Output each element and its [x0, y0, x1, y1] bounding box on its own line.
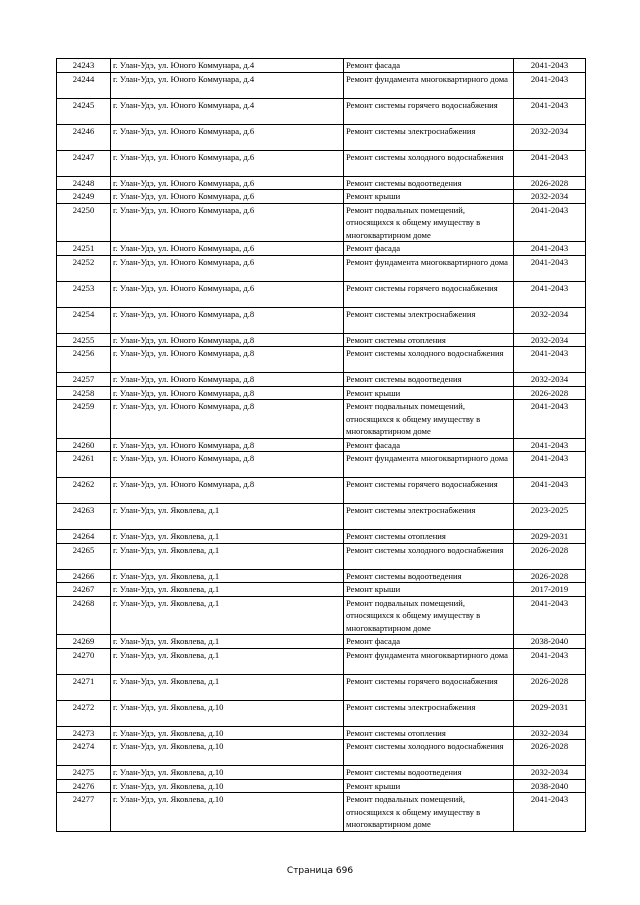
table-row — [57, 98, 586, 124]
row-id-cell: 24248 — [57, 176, 111, 190]
period-cell: 2026-2028 — [514, 386, 586, 400]
work-type-cell: Ремонт системы электроснабжения — [344, 700, 514, 726]
address-cell: г. Улан-Удэ, ул. Яковлева, д.10 — [111, 740, 344, 766]
address-cell: г. Улан-Удэ, ул. Юного Коммунара, д.6 — [111, 190, 344, 204]
work-type-cell: Ремонт крыши — [344, 386, 514, 400]
period-cell: 2032-2034 — [514, 333, 586, 347]
address-cell: г. Улан-Удэ, ул. Яковлева, д.10 — [111, 793, 344, 832]
table-row — [57, 740, 586, 766]
table-row — [57, 648, 586, 674]
address-cell: г. Улан-Удэ, ул. Юного Коммунара, д.8 — [111, 438, 344, 452]
period-cell: 2026-2028 — [514, 543, 586, 569]
row-id-cell: 24264 — [57, 530, 111, 544]
page-number: Страница 696 — [286, 866, 354, 876]
row-id-cell: 24271 — [57, 674, 111, 700]
table-row — [57, 438, 586, 452]
address-cell: г. Улан-Удэ, ул. Яковлева, д.1 — [111, 530, 344, 544]
table-body — [57, 59, 586, 832]
work-type-cell: Ремонт системы электроснабжения — [344, 124, 514, 150]
table-row — [57, 333, 586, 347]
row-id-cell: 24276 — [57, 779, 111, 793]
work-type-cell: Ремонт системы холодного водоснабжения — [344, 347, 514, 373]
table-row — [57, 242, 586, 256]
table-row — [57, 255, 586, 281]
row-id-cell: 24244 — [57, 72, 111, 98]
table-row — [57, 373, 586, 387]
row-id-cell: 24263 — [57, 504, 111, 530]
table-row — [57, 569, 586, 583]
period-cell: 2041-2043 — [514, 347, 586, 373]
address-cell: г. Улан-Удэ, ул. Яковлева, д.10 — [111, 779, 344, 793]
row-id-cell: 24253 — [57, 281, 111, 307]
table-row — [57, 347, 586, 373]
address-cell: г. Улан-Удэ, ул. Юного Коммунара, д.8 — [111, 347, 344, 373]
work-type-cell: Ремонт подвальных помещений, относящихся к общему имуществу в многоквартирном доме — [344, 793, 514, 832]
period-cell: 2041-2043 — [514, 203, 586, 242]
table-row — [57, 452, 586, 478]
period-cell: 2041-2043 — [514, 596, 586, 635]
address-cell: г. Улан-Удэ, ул. Юного Коммунара, д.8 — [111, 386, 344, 400]
work-type-cell: Ремонт системы отопления — [344, 726, 514, 740]
work-type-cell: Ремонт системы холодного водоснабжения — [344, 740, 514, 766]
row-id-cell: 24261 — [57, 452, 111, 478]
table-row — [57, 766, 586, 780]
period-cell: 2032-2034 — [514, 726, 586, 740]
table-row — [57, 72, 586, 98]
period-cell: 2023-2025 — [514, 504, 586, 530]
period-cell: 2041-2043 — [514, 98, 586, 124]
period-cell: 2041-2043 — [514, 150, 586, 176]
work-type-cell: Ремонт фасада — [344, 635, 514, 649]
work-type-cell: Ремонт фундамента многоквартирного дома — [344, 648, 514, 674]
period-cell: 2038-2040 — [514, 779, 586, 793]
address-cell: г. Улан-Удэ, ул. Юного Коммунара, д.6 — [111, 150, 344, 176]
address-cell: г. Улан-Удэ, ул. Юного Коммунара, д.4 — [111, 98, 344, 124]
row-id-cell: 24258 — [57, 386, 111, 400]
address-cell: г. Улан-Удэ, ул. Юного Коммунара, д.6 — [111, 281, 344, 307]
work-type-cell: Ремонт фундамента многоквартирного дома — [344, 452, 514, 478]
period-cell: 2041-2043 — [514, 478, 586, 504]
row-id-cell: 24274 — [57, 740, 111, 766]
period-cell: 2041-2043 — [514, 648, 586, 674]
table-row — [57, 307, 586, 333]
table-row — [57, 176, 586, 190]
row-id-cell: 24250 — [57, 203, 111, 242]
address-cell: г. Улан-Удэ, ул. Юного Коммунара, д.8 — [111, 373, 344, 387]
row-id-cell: 24270 — [57, 648, 111, 674]
address-cell: г. Улан-Удэ, ул. Яковлева, д.1 — [111, 596, 344, 635]
period-cell: 2032-2034 — [514, 373, 586, 387]
period-cell: 2041-2043 — [514, 452, 586, 478]
row-id-cell: 24262 — [57, 478, 111, 504]
table-row — [57, 59, 586, 73]
work-type-cell: Ремонт системы водоотведения — [344, 176, 514, 190]
row-id-cell: 24255 — [57, 333, 111, 347]
period-cell: 2026-2028 — [514, 176, 586, 190]
row-id-cell: 24249 — [57, 190, 111, 204]
address-cell: г. Улан-Удэ, ул. Юного Коммунара, д.6 — [111, 203, 344, 242]
row-id-cell: 24243 — [57, 59, 111, 73]
address-cell: г. Улан-Удэ, ул. Яковлева, д.1 — [111, 543, 344, 569]
work-type-cell: Ремонт фасада — [344, 242, 514, 256]
table-row — [57, 530, 586, 544]
row-id-cell: 24275 — [57, 766, 111, 780]
period-cell: 2032-2034 — [514, 766, 586, 780]
period-cell: 2041-2043 — [514, 400, 586, 439]
row-id-cell: 24259 — [57, 400, 111, 439]
table-row — [57, 583, 586, 597]
period-cell: 2026-2028 — [514, 674, 586, 700]
row-id-cell: 24256 — [57, 347, 111, 373]
work-type-cell: Ремонт системы водоотведения — [344, 569, 514, 583]
work-type-cell: Ремонт крыши — [344, 779, 514, 793]
table-row — [57, 726, 586, 740]
row-id-cell: 24245 — [57, 98, 111, 124]
period-cell: 2017-2019 — [514, 583, 586, 597]
work-type-cell: Ремонт системы водоотведения — [344, 766, 514, 780]
work-type-cell: Ремонт системы водоотведения — [344, 373, 514, 387]
address-cell: г. Улан-Удэ, ул. Юного Коммунара, д.8 — [111, 307, 344, 333]
period-cell: 2032-2034 — [514, 124, 586, 150]
address-cell: г. Улан-Удэ, ул. Яковлева, д.1 — [111, 504, 344, 530]
row-id-cell: 24265 — [57, 543, 111, 569]
period-cell: 2029-2031 — [514, 530, 586, 544]
table-row — [57, 700, 586, 726]
row-id-cell: 24272 — [57, 700, 111, 726]
work-type-cell: Ремонт фундамента многоквартирного дома — [344, 255, 514, 281]
row-id-cell: 24267 — [57, 583, 111, 597]
row-id-cell: 24260 — [57, 438, 111, 452]
work-type-cell: Ремонт системы электроснабжения — [344, 504, 514, 530]
work-type-cell: Ремонт системы отопления — [344, 333, 514, 347]
address-cell: г. Улан-Удэ, ул. Яковлева, д.10 — [111, 700, 344, 726]
table-row — [57, 779, 586, 793]
work-type-cell: Ремонт системы холодного водоснабжения — [344, 150, 514, 176]
work-type-cell: Ремонт фасада — [344, 59, 514, 73]
row-id-cell: 24254 — [57, 307, 111, 333]
table-row — [57, 150, 586, 176]
address-cell: г. Улан-Удэ, ул. Юного Коммунара, д.8 — [111, 333, 344, 347]
table-row — [57, 543, 586, 569]
period-cell: 2041-2043 — [514, 438, 586, 452]
address-cell: г. Улан-Удэ, ул. Яковлева, д.1 — [111, 583, 344, 597]
work-type-cell: Ремонт фундамента многоквартирного дома — [344, 72, 514, 98]
address-cell: г. Улан-Удэ, ул. Юного Коммунара, д.6 — [111, 176, 344, 190]
work-type-cell: Ремонт системы горячего водоснабжения — [344, 674, 514, 700]
table-row — [57, 400, 586, 439]
address-cell: г. Улан-Удэ, ул. Юного Коммунара, д.4 — [111, 72, 344, 98]
table-row — [57, 635, 586, 649]
row-id-cell: 24277 — [57, 793, 111, 832]
address-cell: г. Улан-Удэ, ул. Юного Коммунара, д.8 — [111, 400, 344, 439]
period-cell: 2041-2043 — [514, 242, 586, 256]
address-cell: г. Улан-Удэ, ул. Яковлева, д.1 — [111, 635, 344, 649]
work-type-cell: Ремонт подвальных помещений, относящихся к общему имуществу в многоквартирном доме — [344, 596, 514, 635]
table-row — [57, 124, 586, 150]
period-cell: 2041-2043 — [514, 793, 586, 832]
period-cell: 2038-2040 — [514, 635, 586, 649]
work-type-cell: Ремонт системы горячего водоснабжения — [344, 478, 514, 504]
work-type-cell: Ремонт системы горячего водоснабжения — [344, 281, 514, 307]
address-cell: г. Улан-Удэ, ул. Юного Коммунара, д.4 — [111, 59, 344, 73]
row-id-cell: 24252 — [57, 255, 111, 281]
address-cell: г. Улан-Удэ, ул. Яковлева, д.1 — [111, 569, 344, 583]
period-cell: 2041-2043 — [514, 59, 586, 73]
table-row — [57, 478, 586, 504]
address-cell: г. Улан-Удэ, ул. Юного Коммунара, д.6 — [111, 255, 344, 281]
work-type-cell: Ремонт системы холодного водоснабжения — [344, 543, 514, 569]
address-cell: г. Улан-Удэ, ул. Яковлева, д.10 — [111, 766, 344, 780]
period-cell: 2032-2034 — [514, 307, 586, 333]
work-type-cell: Ремонт подвальных помещений, относящихся к общему имуществу в многоквартирном доме — [344, 400, 514, 439]
address-cell: г. Улан-Удэ, ул. Яковлева, д.10 — [111, 726, 344, 740]
table-row — [57, 793, 586, 832]
period-cell: 2026-2028 — [514, 740, 586, 766]
work-type-cell: Ремонт крыши — [344, 583, 514, 597]
table-row — [57, 281, 586, 307]
repair-schedule-table — [56, 58, 586, 832]
period-cell: 2041-2043 — [514, 255, 586, 281]
table-row — [57, 674, 586, 700]
work-type-cell: Ремонт системы горячего водоснабжения — [344, 98, 514, 124]
work-type-cell: Ремонт крыши — [344, 190, 514, 204]
row-id-cell: 24251 — [57, 242, 111, 256]
period-cell: 2029-2031 — [514, 700, 586, 726]
work-type-cell: Ремонт подвальных помещений, относящихся к общему имуществу в многоквартирном доме — [344, 203, 514, 242]
row-id-cell: 24246 — [57, 124, 111, 150]
address-cell: г. Улан-Удэ, ул. Юного Коммунара, д.6 — [111, 242, 344, 256]
address-cell: г. Улан-Удэ, ул. Юного Коммунара, д.8 — [111, 452, 344, 478]
table-row — [57, 596, 586, 635]
work-type-cell: Ремонт системы отопления — [344, 530, 514, 544]
address-cell: г. Улан-Удэ, ул. Юного Коммунара, д.6 — [111, 124, 344, 150]
period-cell: 2041-2043 — [514, 281, 586, 307]
work-type-cell: Ремонт фасада — [344, 438, 514, 452]
row-id-cell: 24269 — [57, 635, 111, 649]
table-row — [57, 386, 586, 400]
row-id-cell: 24268 — [57, 596, 111, 635]
address-cell: г. Улан-Удэ, ул. Яковлева, д.1 — [111, 674, 344, 700]
period-cell: 2032-2034 — [514, 190, 586, 204]
table-row — [57, 504, 586, 530]
row-id-cell: 24257 — [57, 373, 111, 387]
address-cell: г. Улан-Удэ, ул. Яковлева, д.1 — [111, 648, 344, 674]
period-cell: 2026-2028 — [514, 569, 586, 583]
table-row — [57, 190, 586, 204]
table-row — [57, 203, 586, 242]
period-cell: 2041-2043 — [514, 72, 586, 98]
row-id-cell: 24266 — [57, 569, 111, 583]
address-cell: г. Улан-Удэ, ул. Юного Коммунара, д.8 — [111, 478, 344, 504]
row-id-cell: 24247 — [57, 150, 111, 176]
work-type-cell: Ремонт системы электроснабжения — [344, 307, 514, 333]
row-id-cell: 24273 — [57, 726, 111, 740]
